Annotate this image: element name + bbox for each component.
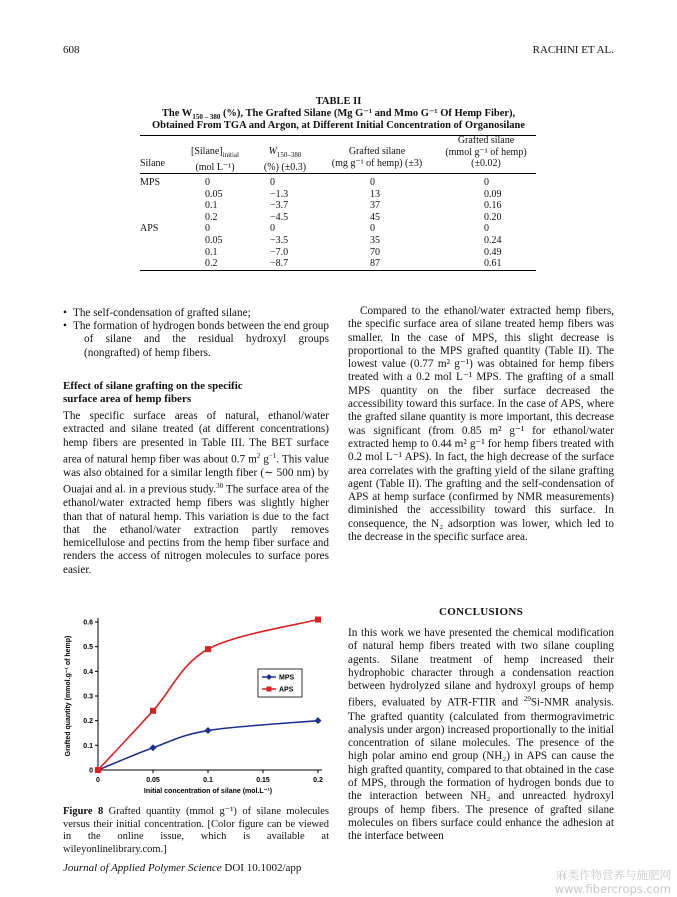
table-caption-line1: The $W_{150 - 380}$ (%), The Grafted Silane (Mg G⁻¹ and Mmo G⁻¹ Of Hemp Fiber), xyxy=(161,108,516,122)
x-tick-label: 0.05 xyxy=(146,777,160,784)
y-tick-label: 0 xyxy=(89,767,93,775)
table-cell-w: −3.5 xyxy=(270,235,289,246)
table-cell-g: 37 xyxy=(370,200,380,212)
conclusions-paragraph: In this work we have presented the chemical modification of natural hemp fibers treated with two silane coupling agents. Silane treatment of hemp increased their hydrophobic character through a condensation reaction between hydrolyzed silane and hydroxyl groups of hemp fibers, evaluated by ATR-FTIR and $^{29}$Si-NMR analysis. The grafted quantity (calculated from thermogravimetric analysis under argon) increased proportionally to the initial concentration of silane molecules. The presence of the high polar amino end group (NH₂) in APS can cause the high grafted quantity, compared to that obtained in the case of MPS, through the formation of hydrogen bonds due to the interaction between NH₂ and unreacted hydroxyl groups of hemp fibers. The presence of grafted silane molecules on fibers surface could enhance the adhesion at the interface between xyxy=(348,627,614,843)
table-cell-w: 0 xyxy=(270,177,275,188)
legend-marker-aps xyxy=(267,687,272,692)
table-cell-g: 0 xyxy=(370,177,375,188)
table-cell-g: 0 xyxy=(370,223,375,235)
journal-footer: Journal of Applied Polymer Science DOI 10.1002/app xyxy=(63,862,302,874)
table-cell-silane: MPS xyxy=(140,177,161,188)
figure-caption: Figure 8 Grafted quantity (mmol g⁻¹) of silane molecules versus their initial concentration. [Color figure can be viewed in the online issue, which is available at wileyonlinelibrary.com.] xyxy=(63,806,330,856)
data-point-mps xyxy=(315,717,322,724)
table-cell-silane: APS xyxy=(140,223,159,235)
section-heading: Effect of silane grafting on the specific surface area of hemp fibers xyxy=(63,380,243,405)
x-tick-label: 0.1 xyxy=(203,777,213,784)
y-axis-label: Grafted quantity (mmol.g⁻¹ of hemp) xyxy=(65,635,72,757)
table-cell-conc: 0.1 xyxy=(205,246,218,258)
table-cell-conc: 0.2 xyxy=(205,211,218,223)
table-cell-m: 0.61 xyxy=(484,258,502,270)
table-cell-w: −1.3 xyxy=(270,188,289,200)
y-tick-label: 0.1 xyxy=(83,742,93,750)
table-cell-w: −4.5 xyxy=(270,211,289,223)
legend-label-mps: MPS xyxy=(279,674,295,682)
table-cell-m: 0.09 xyxy=(484,188,502,200)
watermark: 麻类作物营养与施肥网 www.fibercrops.com xyxy=(554,868,671,896)
table-cell-m: 0.16 xyxy=(484,200,502,212)
data-point-aps xyxy=(205,646,211,652)
left-paragraph: The specific surface areas of natural, ethanol/water extracted and silane treated (at different concentrations) hemp fibers are presented in Table III. The BET surface area of natural hemp fiber was about 0.7 $m^2$ $g^{-1}$. This value was also obtained for a similar length fiber (∼ 500 nm) by Ouajai and al. in a previous study.$^{30}$ The surface area of the ethanol/water extracted hemp fibers was slightly higher than that of natural hemp. This variation is due to the fact that the ethanol/water extraction partly removes hemicellulose and pectins from the hemp fiber surface and renders the access of nitrogen molecules to surface pores easier. xyxy=(63,410,329,576)
table-caption-line2: Obtained From TGA and Argon, at Different Initial Concentration of Organosilane xyxy=(151,120,526,131)
y-tick-label: 0.2 xyxy=(83,718,93,726)
data-point-mps xyxy=(150,744,157,751)
data-point-mps xyxy=(205,727,212,734)
running-header: RACHINI ET AL. xyxy=(532,44,614,56)
table-header-rule xyxy=(140,173,536,174)
x-tick-label: 0.15 xyxy=(256,777,270,784)
page-number: 608 xyxy=(63,44,80,56)
table-cell-conc: 0 xyxy=(205,223,210,235)
col-header-concentration: $[Silane]_{initial}$ (mol L⁻¹) xyxy=(191,146,239,173)
table-cell-conc: 0 xyxy=(205,177,210,188)
grafted-quantity-chart xyxy=(60,612,330,802)
y-tick-label: 0.3 xyxy=(83,693,93,701)
bullet-item-2: • The formation of hydrogen bonds between the end group of silane and the residual hydroxyl groups (nongrafted) of hemp fibers. xyxy=(63,320,329,359)
table-bottom-rule xyxy=(140,270,536,271)
bullet-item-1: • The self-condensation of grafted silane; xyxy=(63,307,251,319)
x-axis-label: Initial concentration of silane (mol.L⁻¹) xyxy=(143,788,273,795)
table-cell-g: 70 xyxy=(370,246,380,258)
table-cell-w: −7.0 xyxy=(270,246,289,258)
conclusions-heading: CONCLUSIONS xyxy=(439,606,523,618)
table-cell-g: 87 xyxy=(370,258,380,270)
legend-label-aps: APS xyxy=(279,686,294,694)
table-cell-w: −3.7 xyxy=(270,200,289,212)
table-cell-m: 0 xyxy=(484,177,489,188)
right-paragraph-1: Compared to the ethanol/water extracted hemp fibers, the specific surface area of silane treated hemp fibers was smaller. In the case of MPS, this slight decrease is proportional to the MPS grafted quantity (Table II). The lowest value (0.77 m² g⁻¹) was obtained for hemp fibers treated with a 0.2 mol L⁻¹ MPS. The grafting of a small MPS quantity on the fiber surface decreased the accessibility toward this surface. In the case of APS, where the grafted silane quantity is more important, this decrease was significant (from 0.85 m² g⁻¹ for ethanol/water extracted hemp to 0.44 m² g⁻¹ for hemp fibers treated with 0.2 mol L⁻¹ APS). In fact, the high decrease of the surface area correlates with the grafting yield of the silane grafting agent (Table II). The grafting and the self-condensation of APS at hemp surface (confirmed by NMR measurements) diminished the accessibility toward this surface. In consequence, the N₂ adsorption was lower, which led to the decrease in the specific surface area. xyxy=(348,305,614,544)
table-cell-conc: 0.2 xyxy=(205,258,218,270)
table-cell-g: 45 xyxy=(370,211,380,223)
table-cell-m: 0.20 xyxy=(484,211,502,223)
table-cell-m: 0.24 xyxy=(484,235,502,246)
x-tick-label: 0 xyxy=(96,777,100,784)
table-cell-conc: 0.05 xyxy=(205,235,223,246)
table-label: TABLE II xyxy=(315,96,362,107)
col-header-grafted-mmol: Grafted silane (mmol g⁻¹ of hemp) (±0.02) xyxy=(445,135,527,169)
data-point-aps xyxy=(150,708,156,714)
data-point-aps xyxy=(315,617,321,623)
table-cell-g: 35 xyxy=(370,235,380,246)
col-header-grafted-mg: Grafted silane (mg g⁻¹ of hemp) (±3) xyxy=(331,146,423,169)
table-cell-m: 0 xyxy=(484,223,489,235)
table-cell-w: −8.7 xyxy=(270,258,289,270)
data-point-aps xyxy=(95,767,101,773)
y-tick-label: 0.6 xyxy=(83,619,93,627)
table-cell-w: 0 xyxy=(270,223,275,235)
table-cell-conc: 0.1 xyxy=(205,200,218,212)
x-tick-label: 0.2 xyxy=(313,777,323,784)
table-cell-conc: 0.05 xyxy=(205,188,223,200)
y-tick-label: 0.4 xyxy=(83,668,93,676)
col-header-weight-loss: $W_{150-380}$ (%) (±0.3) xyxy=(263,146,307,173)
y-tick-label: 0.5 xyxy=(83,644,93,652)
col-header-silane: Silane xyxy=(140,158,165,169)
table-cell-m: 0.49 xyxy=(484,246,502,258)
table-cell-g: 13 xyxy=(370,188,380,200)
